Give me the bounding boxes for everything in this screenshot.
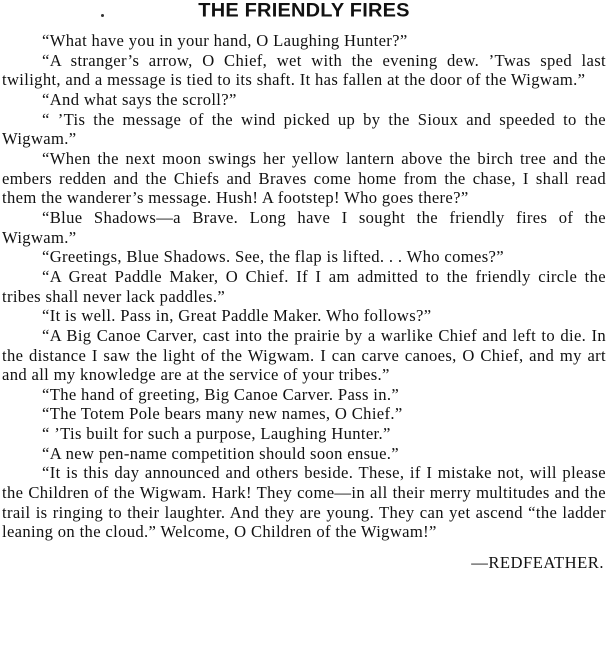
article-title: THE FRIENDLY FIRES	[198, 0, 410, 22]
paragraph: “It is well. Pass in, Great Paddle Maker. Who follows?”	[42, 306, 432, 326]
paragraph: “A new pen-name competition should soon ensue.”	[42, 443, 400, 463]
paragraph: “ ’Tis the message of the wind picked up by the Sioux and speeded to the Wigwam.”	[2, 109, 606, 149]
paragraph: “It is this day announced and others beside. These, if I mistake not, will please the Children of the Wigwam. Hark! They come—in all their merry multitudes and the trail is ringing to their laughter. And they are young. They can yet ascend “the ladder leaning on the cloud.” Welcome, O Children of the Wigwam!”	[2, 463, 606, 542]
paragraph: “The hand of greeting, Big Canoe Carver. Pass in.”	[42, 384, 400, 404]
paragraph: “ ’Tis built for such a purpose, Laughing Hunter.”	[42, 424, 391, 444]
paragraph: “And what says the scroll?”	[42, 89, 237, 109]
author-signature: —REDFEATHER.	[471, 553, 604, 573]
paragraph: “Blue Shadows—a Brave. Long have I sought the friendly fires of the Wigwam.”	[2, 207, 606, 247]
article-body	[2, 31, 606, 542]
article-page	[2, 0, 606, 573]
paragraph: “A stranger’s arrow, O Chief, wet with the evening dew. ’Twas sped last twilight, and a message is tied to its shaft. It has fallen at the door of the Wigwam.”	[2, 50, 606, 90]
paragraph: “When the next moon swings her yellow lantern above the birch tree and the embers redden and the Chiefs and Braves come home from the chase, I shall read them the wanderer’s message. Hush! A footstep! Who goes there?”	[2, 148, 606, 208]
paragraph: “A Big Canoe Carver, cast into the prairie by a warlike Chief and left to die. In the distance I saw the light of the Wigwam. I can carve canoes, O Chief, and my art and all my knowledge are at the service of your tribes.”	[2, 325, 606, 385]
paragraph: “What have you in your hand, O Laughing Hunter?”	[42, 31, 408, 50]
paragraph: “Greetings, Blue Shadows. See, the flap is lifted. . . Who comes?”	[42, 247, 504, 267]
paragraph: “The Totem Pole bears many new names, O Chief.”	[42, 404, 403, 424]
paragraph: “A Great Paddle Maker, O Chief. If I am admitted to the friendly circle the tribes shall never lack paddles.”	[2, 266, 606, 306]
